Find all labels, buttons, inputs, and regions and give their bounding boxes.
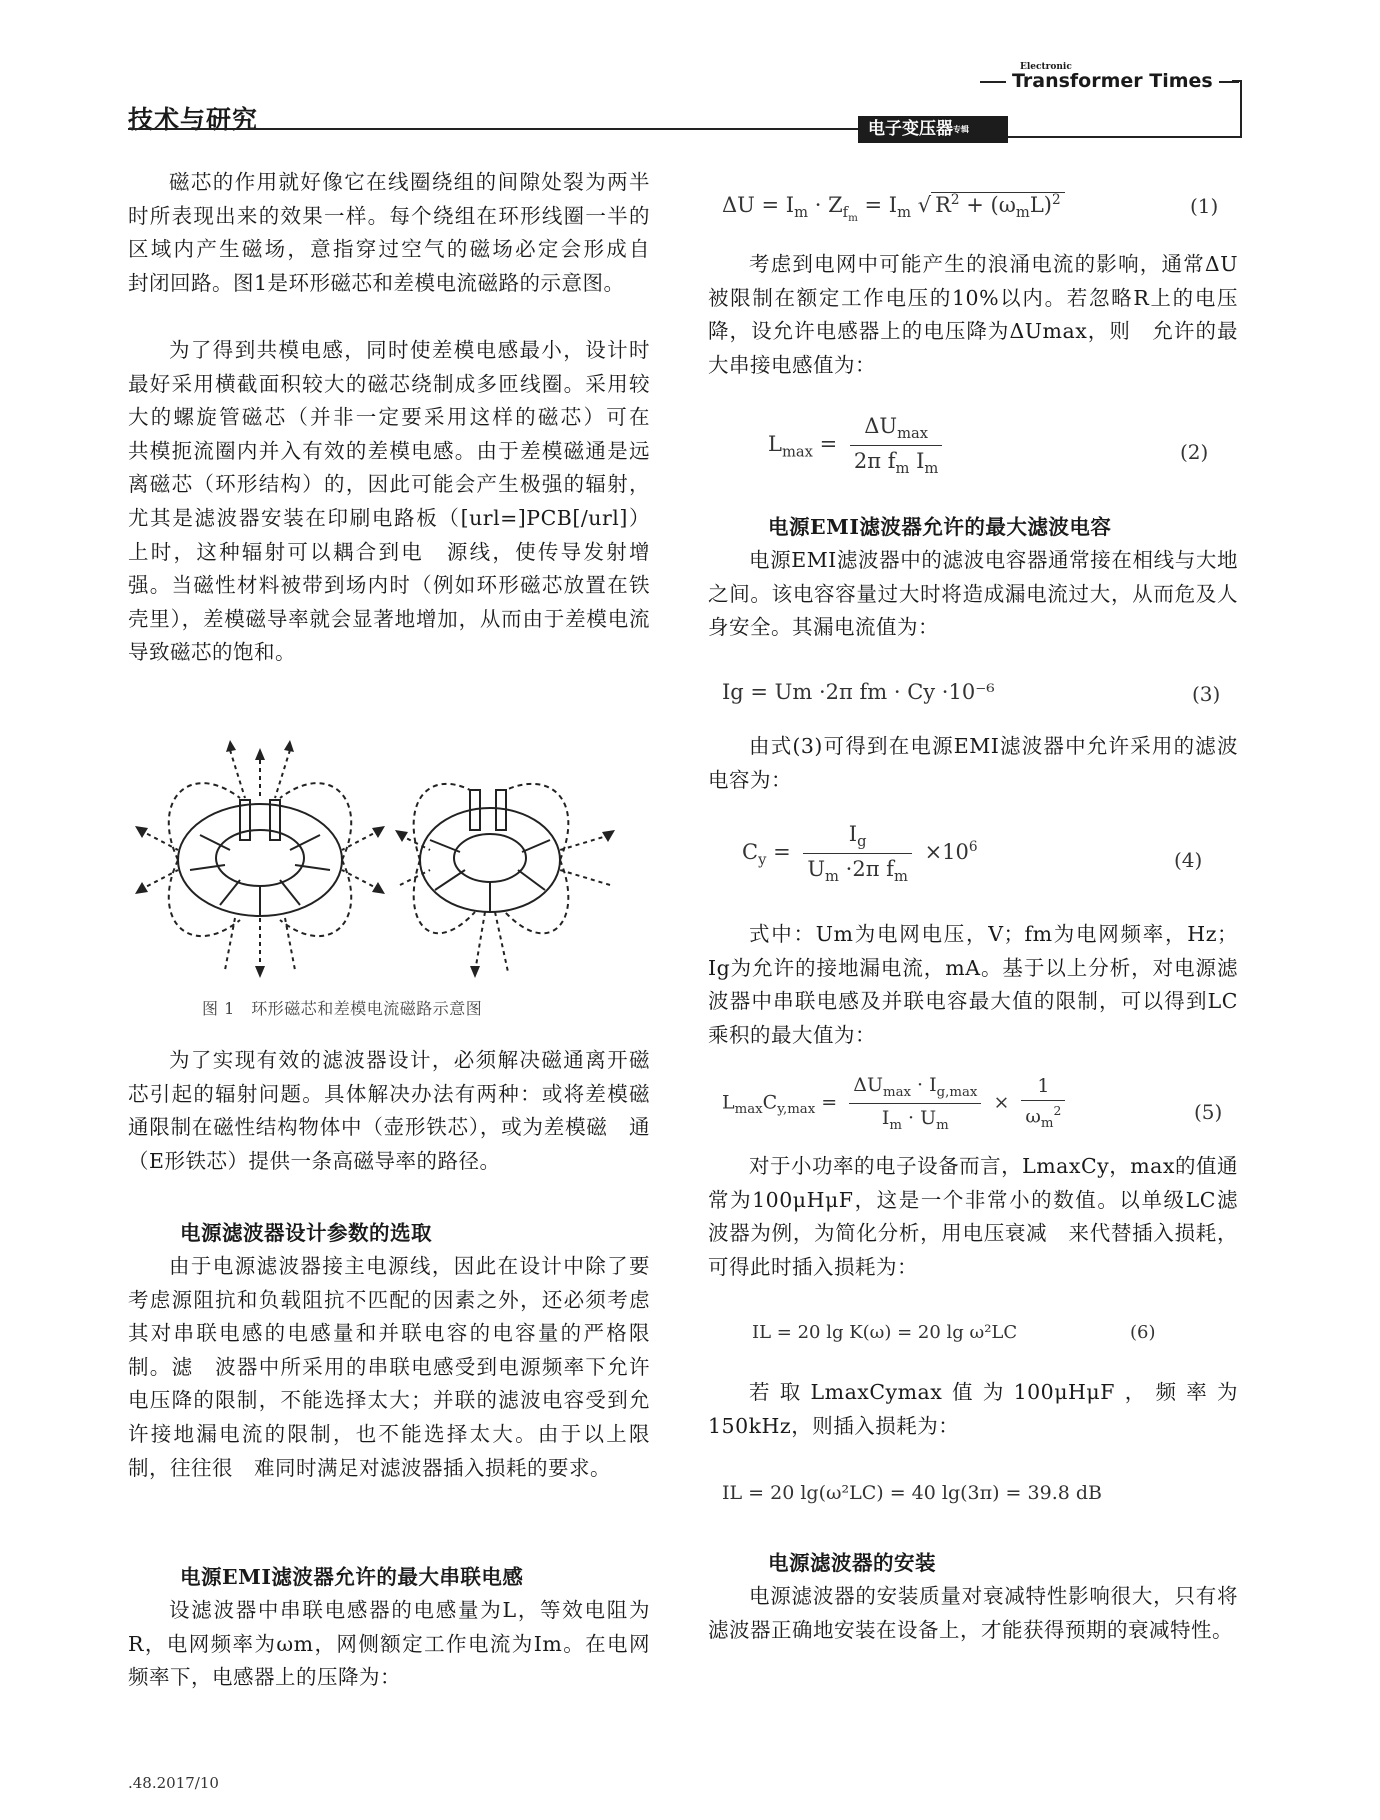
paragraph: 为了得到共模电感，同时使差模电感最小，设计时最好采用横截面积较大的磁芯绕制成多匝线圈。采用较大的螺旋管磁芯（并非一定要采用这样的磁芯）可在 共模扼流圈内并入有效的差模电感。由于差模磁通是远离磁芯（环形结构）的，因此可能会产生极强的辐射，尤其是滤波器安装在印刷电路板（[url=]PCB[/url]）上时，这种辐射可以耦合到电 源线，使传导发射增强。当磁性材料被带到场内时（例如环形磁芯放置在铁壳里），差模磁导率就会显著地增加，从而由于差模电流导致磁芯的饱和。 [128, 338, 671, 665]
paragraph: 电源EMI滤波器中的滤波电容器通常接在相线与大地之间。该电容容量过大时将造成漏电流过大，从而危及人身安全。其漏电流值为： [708, 548, 1238, 640]
paragraph: 设滤波器中串联电感器的电感量为L，等效电阻为R，电网频率为ωm，网侧额定工作电流为Im。在电网频率下，电感器上的压降为： [128, 1598, 650, 1690]
brand-rule [980, 81, 1006, 83]
paragraph: 磁芯的作用就好像它在线圈绕组的间隙处裂为两半时所表现出来的效果一样。每个绕组在环形线圈一半的区域内产生磁场，意指穿过空气的磁场必定会形成自 封闭回路。图1是环形磁芯和差模电流磁路的示意图。 [128, 170, 671, 295]
paragraph: 为了实现有效的滤波器设计，必须解决磁通离开磁芯引起的辐射问题。具体解决办法有两种：或将差模磁通限制在磁性结构物体中（壶形铁芯），或为差模磁 通（E形铁芯）提供一条高磁导率的路径。 [128, 1048, 650, 1173]
page-footer: .48.2017/10 [128, 1774, 219, 1792]
equation-6: IL = 20 lg K(ω) = 20 lg ω²LC [752, 1322, 1018, 1343]
figure-toroid-flux [130, 740, 630, 980]
equation-3: Ig = Um ·2π fm · Cy ·10⁻⁶ [722, 680, 995, 704]
paragraph: 由式(3)可得到在电源EMI滤波器中允许采用的滤波电容为： [708, 734, 1238, 792]
equation-number: (2) [1180, 440, 1209, 464]
section-title: 技术与研究 [128, 105, 259, 134]
equation-number: (3) [1192, 682, 1221, 706]
header-rule [128, 128, 860, 130]
paragraph: 考虑到电网中可能产生的浪涌电流的影响，通常ΔU被限制在额定工作电压的10%以内。若忽略R上的电压降，设允许电感器上的电压降为ΔUmax，则 允许的最大串接电感值为： [708, 252, 1238, 377]
equation-number: (5) [1194, 1100, 1223, 1124]
paragraph: 电源滤波器的安装质量对衰减特性影响很大，只有将滤波器正确地安装在设备上，才能获得预期的衰减特性。 [708, 1584, 1238, 1642]
equation-7: IL = 20 lg(ω²LC) = 40 lg(3π) = 39.8 dB [722, 1482, 1102, 1504]
journal-brand [980, 62, 1239, 92]
section-heading: 电源EMI滤波器允许的最大滤波电容 [768, 515, 1112, 539]
paragraph: 若取LmaxCymax值为100μHμF，频率为150kHz，则插入损耗为： [708, 1380, 1238, 1438]
paragraph: 对于小功率的电子设备而言，LmaxCy，max的值通常为100μHμF，这是一个非常小的数值。以单级LC滤波器为例，为简化分析，用电压衰减 来代替插入损耗，可得此时插入损耗为： [708, 1154, 1238, 1279]
brand-name: Transformer Times [1012, 70, 1213, 92]
brand-subtitle: Electronic [1020, 62, 1072, 72]
paragraph: 式中：Um为电网电压，V；fm为电网频率，Hz；Ig为允许的接地漏电流，mA。基于以上分析，对电源滤波器中串联电感及并联电容最大值的限制，可以得到LC乘积的最大值为： [708, 922, 1238, 1047]
section-heading: 电源EMI滤波器允许的最大串联电感 [180, 1565, 524, 1589]
badge-text: 电子变压器 [868, 119, 953, 139]
equation-1: $\Delta U = I_m \cdot Z_{f_m} = I_m$ √ $R^2 + (\omega_mL)^2$ [722, 192, 1065, 224]
equation-number: (4) [1174, 848, 1203, 872]
section-heading: 电源滤波器设计参数的选取 [180, 1221, 432, 1245]
journal-badge [858, 116, 1008, 143]
equation-5: $L_{max}C_{y,max}$ = $\frac{\Delta U_{max} \cdot I_{g,max}}{I_m \cdot U_m}$ × $\frac{1}{\omega_m^2}$ [722, 1074, 1071, 1133]
figure-caption: 图 1 环形磁芯和差模电流磁路示意图 [202, 999, 483, 1018]
badge-tag: 专辑 [953, 125, 969, 134]
header-bracket [1232, 80, 1242, 138]
equation-2: $L_{max}$ = $\frac{\Delta U_{max}}{2\pi f_m I_m}$ [768, 414, 948, 477]
header-rule [1008, 136, 1240, 138]
paragraph: 由于电源滤波器接主电源线，因此在设计中除了要考虑源阻抗和负载阻抗不匹配的因素之外，还必须考虑其对串联电感的电感量和并联电容的电容量的严格限制。滤 波器中所采用的串联电感受到电源频率下允许电压降的限制，不能选择太大；并联的滤波电容受到允许接地漏电流的限制，也不能选择太大。由于以上限制，往往很 难同时满足对滤波器插入损耗的要求。 [128, 1254, 650, 1480]
section-heading: 电源滤波器的安装 [768, 1551, 936, 1575]
equation-4: $C_y$ = $\frac{I_g}{U_m \cdot 2\pi f_m}$ $\times 10^6$ [742, 822, 978, 886]
equation-number: (1) [1190, 194, 1219, 218]
equation-number: (6) [1130, 1322, 1156, 1343]
